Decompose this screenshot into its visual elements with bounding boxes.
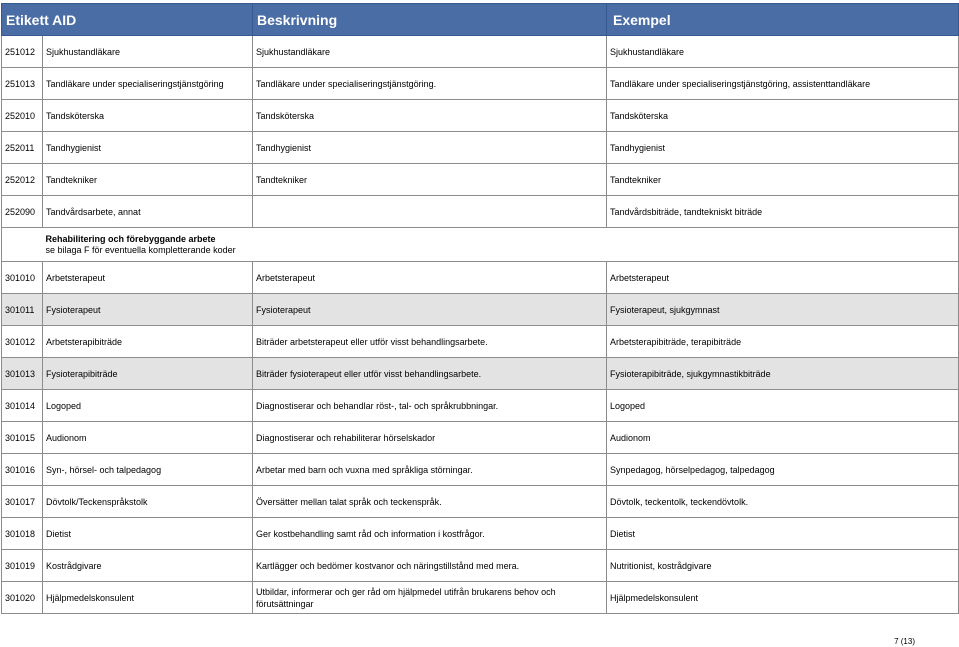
table-row (2, 358, 959, 390)
section-empty (607, 228, 959, 262)
label-cell: Arbetsterapeut (43, 262, 253, 294)
description-cell: Tandhygienist (253, 132, 607, 164)
description-cell (253, 196, 607, 228)
label-cell: Sjukhustandläkare (43, 36, 253, 68)
table-header (2, 4, 959, 36)
example-cell: Tandläkare under specialiseringstjänstgöring, assistenttandläkare (607, 68, 959, 100)
example-cell: Arbetsterapeut (607, 262, 959, 294)
example-cell: Arbetsterapibiträde, terapibiträde (607, 326, 959, 358)
table-row (2, 164, 959, 196)
code-cell: 301012 (2, 326, 43, 358)
example-cell: Audionom (607, 422, 959, 454)
label-cell: Kostrådgivare (43, 550, 253, 582)
code-cell: 301019 (2, 550, 43, 582)
table-row (2, 262, 959, 294)
description-cell: Diagnostiserar och rehabiliterar hörselskador (253, 422, 607, 454)
label-cell: Dietist (43, 518, 253, 550)
table-row (2, 390, 959, 422)
example-cell: Logoped (607, 390, 959, 422)
section-spacer (2, 228, 43, 262)
example-cell: Tandtekniker (607, 164, 959, 196)
section-row (2, 228, 959, 262)
description-cell: Utbildar, informerar och ger råd om hjälpmedel utifrån brukarens behov och förutsättningar (253, 582, 607, 614)
example-cell: Tandhygienist (607, 132, 959, 164)
code-cell: 301016 (2, 454, 43, 486)
code-cell: 252012 (2, 164, 43, 196)
code-cell: 252011 (2, 132, 43, 164)
example-cell: Dietist (607, 518, 959, 550)
table-row (2, 294, 959, 326)
code-cell: 301010 (2, 262, 43, 294)
example-cell: Fysioterapibiträde, sjukgymnastikbiträde (607, 358, 959, 390)
label-cell: Tandläkare under specialiseringstjänstgöring (43, 68, 253, 100)
description-cell: Fysioterapeut (253, 294, 607, 326)
table-row (2, 518, 959, 550)
column-header-example: Exempel (607, 4, 959, 36)
label-cell: Tandhygienist (43, 132, 253, 164)
description-cell: Biträder arbetsterapeut eller utför visst behandlingsarbete. (253, 326, 607, 358)
label-cell: Logoped (43, 390, 253, 422)
code-cell: 301014 (2, 390, 43, 422)
table-row (2, 422, 959, 454)
column-header-label: Etikett AID (2, 4, 253, 36)
section-heading (43, 228, 607, 262)
example-cell: Tandsköterska (607, 100, 959, 132)
occupation-table (1, 3, 959, 614)
code-cell: 301015 (2, 422, 43, 454)
table-row (2, 550, 959, 582)
example-cell: Nutritionist, kostrådgivare (607, 550, 959, 582)
table-row (2, 68, 959, 100)
example-cell: Dövtolk, teckentolk, teckendövtolk. (607, 486, 959, 518)
description-cell: Ger kostbehandling samt råd och information i kostfrågor. (253, 518, 607, 550)
example-cell: Fysioterapeut, sjukgymnast (607, 294, 959, 326)
description-cell: Tandsköterska (253, 100, 607, 132)
label-cell: Arbetsterapibiträde (43, 326, 253, 358)
label-cell: Tandvårdsarbete, annat (43, 196, 253, 228)
example-cell: Tandvårdsbiträde, tandtekniskt biträde (607, 196, 959, 228)
description-cell: Arbetsterapeut (253, 262, 607, 294)
code-cell: 301011 (2, 294, 43, 326)
description-cell: Översätter mellan talat språk och teckenspråk. (253, 486, 607, 518)
table-row (2, 196, 959, 228)
table-row (2, 100, 959, 132)
section-title: Rehabilitering och förebyggande arbete (45, 233, 216, 244)
table-row (2, 132, 959, 164)
description-cell: Biträder fysioterapeut eller utför visst behandlingsarbete. (253, 358, 607, 390)
column-header-description: Beskrivning (253, 4, 607, 36)
table-row (2, 486, 959, 518)
example-cell: Hjälpmedelskonsulent (607, 582, 959, 614)
table-row (2, 326, 959, 358)
description-cell: Kartlägger och bedömer kostvanor och näringstillstånd med mera. (253, 550, 607, 582)
example-cell: Sjukhustandläkare (607, 36, 959, 68)
code-cell: 251012 (2, 36, 43, 68)
code-cell: 301020 (2, 582, 43, 614)
label-cell: Fysioterapeut (43, 294, 253, 326)
description-cell: Arbetar med barn och vuxna med språkliga störningar. (253, 454, 607, 486)
label-cell: Tandtekniker (43, 164, 253, 196)
code-cell: 252010 (2, 100, 43, 132)
description-cell: Tandläkare under specialiseringstjänstgöring. (253, 68, 607, 100)
table-row (2, 582, 959, 614)
label-cell: Fysioterapibiträde (43, 358, 253, 390)
label-cell: Audionom (43, 422, 253, 454)
label-cell: Tandsköterska (43, 100, 253, 132)
table-row (2, 36, 959, 68)
code-cell: 252090 (2, 196, 43, 228)
table-row (2, 454, 959, 486)
section-subtitle: se bilaga F för eventuella kompletterande koder (45, 244, 236, 255)
description-cell: Tandtekniker (253, 164, 607, 196)
example-cell: Synpedagog, hörselpedagog, talpedagog (607, 454, 959, 486)
label-cell: Dövtolk/Teckenspråkstolk (43, 486, 253, 518)
code-cell: 301013 (2, 358, 43, 390)
label-cell: Hjälpmedelskonsulent (43, 582, 253, 614)
description-cell: Diagnostiserar och behandlar röst-, tal- och språkrubbningar. (253, 390, 607, 422)
label-cell: Syn-, hörsel- och talpedagog (43, 454, 253, 486)
page-number: 7 (13) (894, 637, 915, 646)
code-cell: 251013 (2, 68, 43, 100)
code-cell: 301018 (2, 518, 43, 550)
description-cell: Sjukhustandläkare (253, 36, 607, 68)
code-cell: 301017 (2, 486, 43, 518)
